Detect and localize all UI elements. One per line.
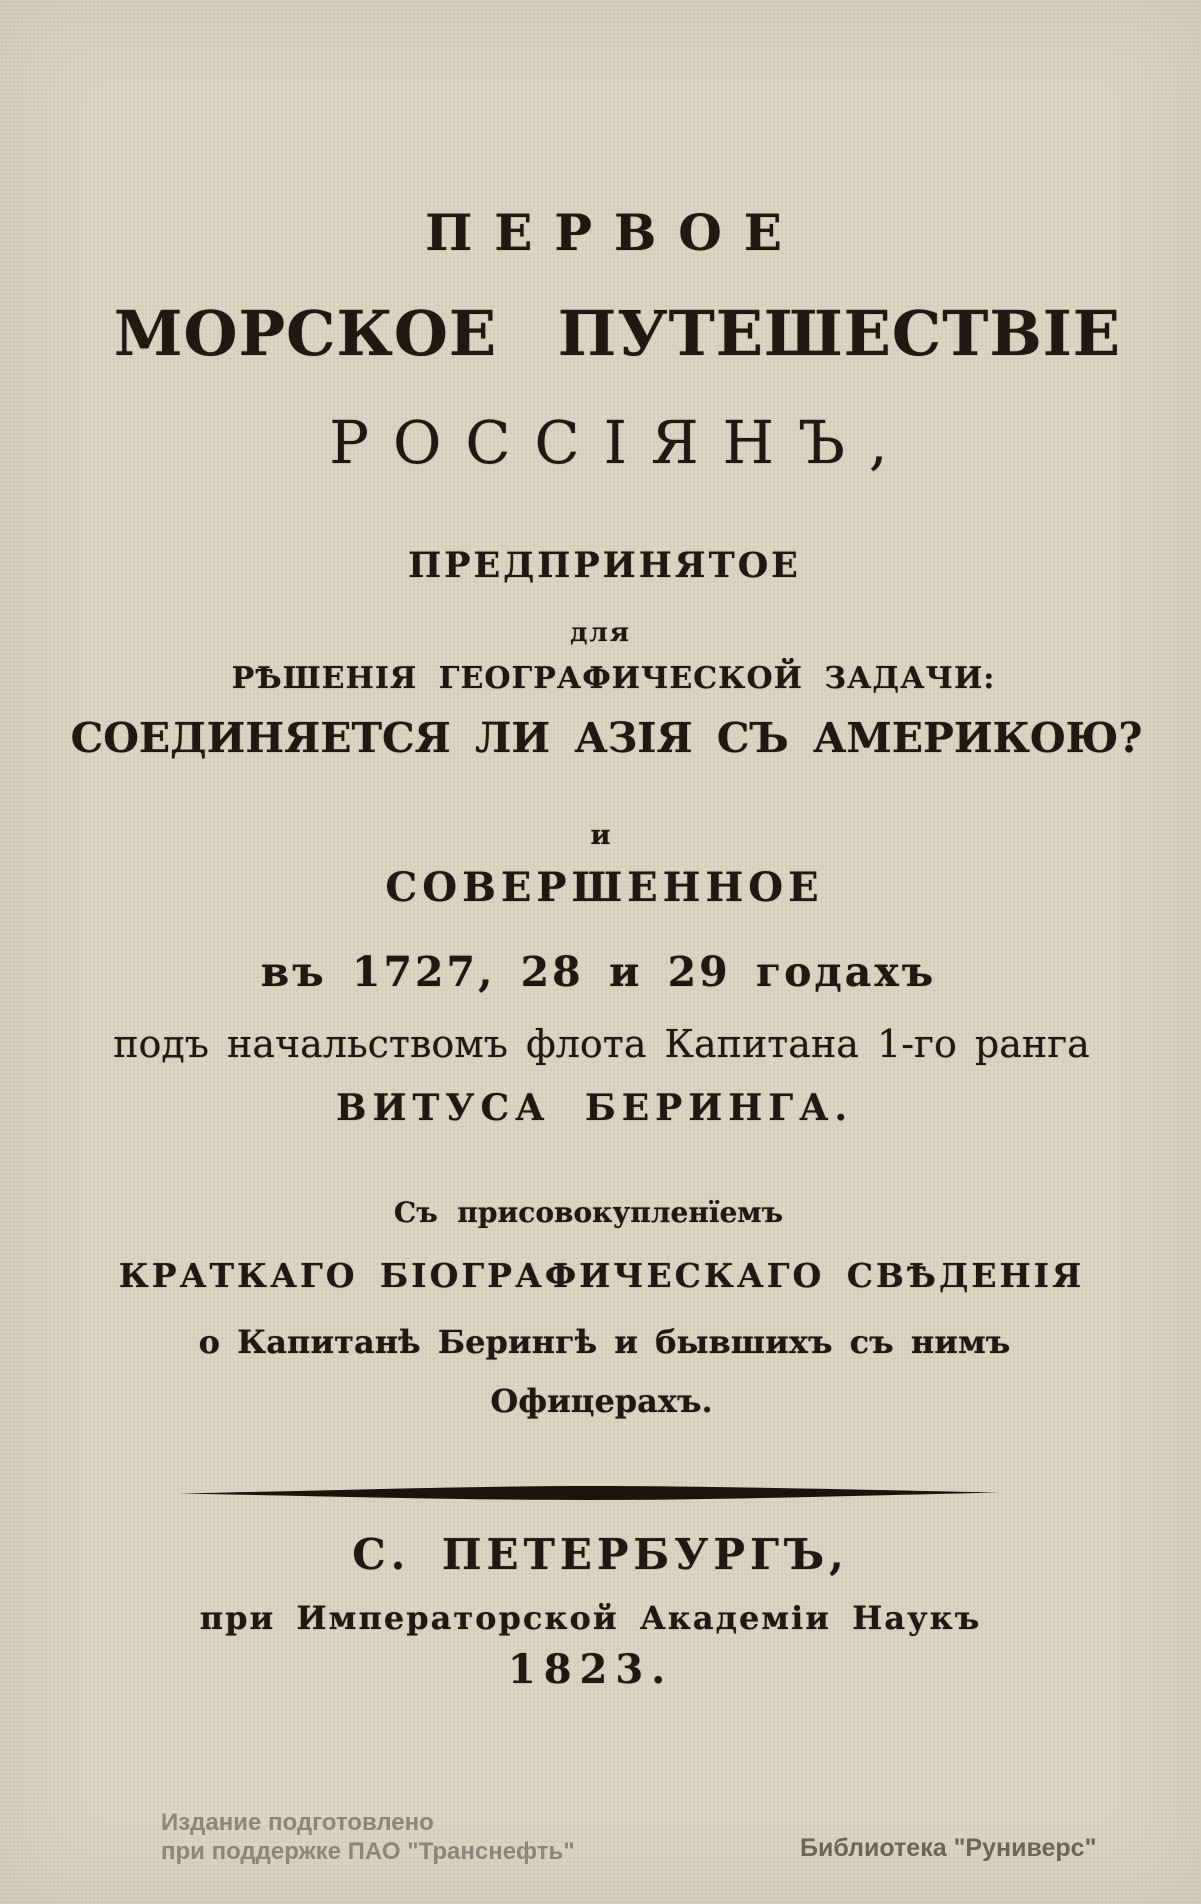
subtitle-and: и: [590, 820, 611, 851]
addendum-biographical-note: КРАТКАГО БІОГРАФИЧЕСКАГО СВѢДЕНІЯ: [118, 1256, 1085, 1295]
subtitle-years: въ 1727, 28 и 29 годахъ: [260, 948, 937, 996]
imprint-year: 1823.: [507, 1646, 674, 1693]
title-line-pervoe: ПЕРВОЕ: [425, 203, 804, 262]
title-line-rossiyan: РОССІЯНЪ,: [329, 408, 912, 477]
subtitle-completed: СОВЕРШЕННОЕ: [385, 864, 824, 911]
subtitle-under-command: подъ начальствомъ флота Капитана 1-го ранга: [113, 1022, 1090, 1066]
watermark-publisher-support-line1: Издание подготовлено: [161, 1809, 434, 1836]
subtitle-commander-vitus-bering: ВИТУСА БЕРИНГА.: [336, 1087, 853, 1129]
subtitle-solving-task: РѢШЕНІЯ ГЕОГРАФИЧЕСКОЙ ЗАДАЧИ:: [231, 661, 996, 696]
divider-rule: [180, 1484, 1000, 1502]
imprint-publisher: при Императорской Академіи Наукъ: [199, 1599, 982, 1637]
watermark-publisher-support-line2: при поддержке ПАО "Транснефть": [161, 1838, 575, 1865]
watermark-library-runivers: Библиотека "Руниверс": [800, 1834, 1097, 1862]
subtitle-for: для: [570, 618, 631, 648]
addendum-about-bering: о Капитанѣ Берингѣ и бывшихъ съ нимъ: [198, 1323, 1011, 1361]
subtitle-undertaken: ПРЕДПРИНЯТОЕ: [408, 545, 801, 586]
subtitle-question-asia-america: СОЕДИНЯЕТСЯ ЛИ АЗІЯ СЪ АМЕРИКОЮ?: [70, 714, 1143, 762]
addendum-officers: Офицерахъ.: [490, 1382, 713, 1420]
addendum-intro: Съ присовокупленїемъ: [393, 1196, 784, 1229]
imprint-city: С. ПЕТЕРБУРГЪ,: [352, 1530, 849, 1579]
title-line-morskoe-puteshestvie: МОРСКОЕ ПУТЕШЕСТВІЕ: [113, 297, 1122, 370]
